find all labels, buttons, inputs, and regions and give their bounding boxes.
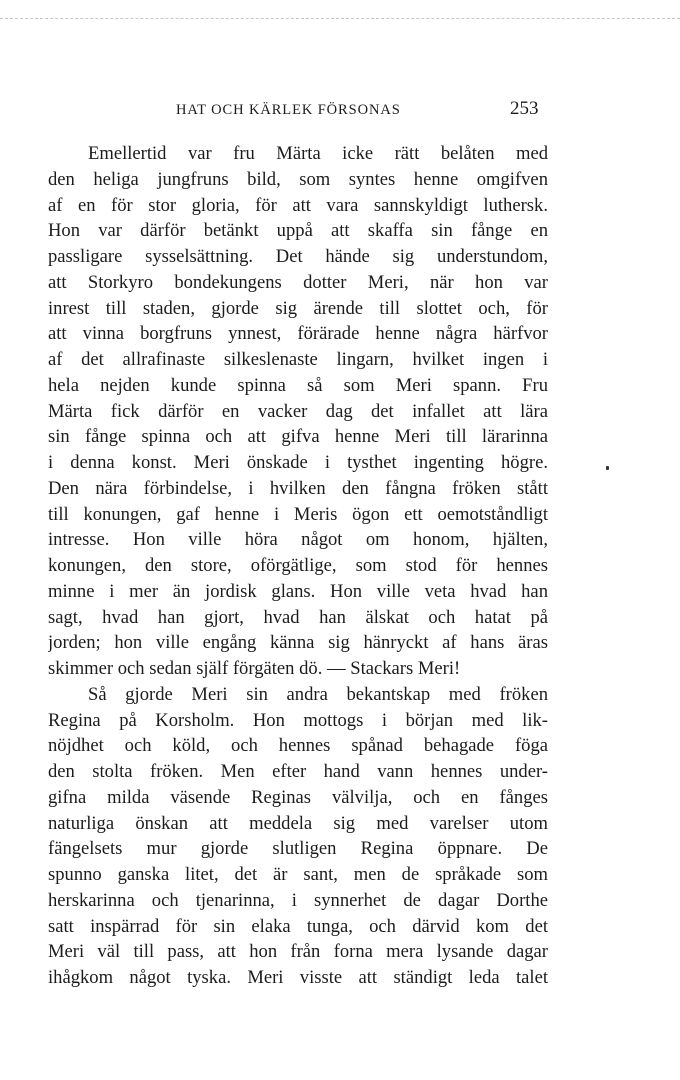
text-line: fängelsets mur gjorde slutligen Regina öppnare. De <box>48 838 548 860</box>
running-head <box>48 98 548 122</box>
ink-speck <box>606 466 609 470</box>
text-line: Märta fick därför en vacker dag det infallet att lära <box>48 400 548 422</box>
text-line: skimmer och sedan själf förgäten dö. — Stackars Meri! <box>48 658 461 679</box>
text-line: Emellertid var fru Märta icke rätt belåten med <box>88 143 548 164</box>
text-line: att vinna borgfruns ynnest, förärade henne några härfvor <box>48 323 548 345</box>
scan-edge-artifact <box>0 18 680 19</box>
text-line: sagt, hvad han gjort, hvad han älskat och hatat på <box>48 606 548 628</box>
text-line: den heliga jungfruns bild, som syntes henne omgifven <box>48 168 548 190</box>
text-line: passligare sysselsättning. Det hände sig understundom, <box>48 246 548 267</box>
text-line: inrest till staden, gjorde sig ärende till slottet och, för <box>48 297 548 319</box>
text-line: i denna konst. Meri önskade i tysthet ingenting högre. <box>48 452 548 473</box>
text-line: hela nejden kunde spinna så som Meri spann. Fru <box>48 374 548 396</box>
running-title: HAT OCH KÄRLEK FÖRSONAS <box>176 102 401 118</box>
text-line: gifna milda väsende Reginas välvilja, och en fånges <box>48 786 548 808</box>
text-line: intresse. Hon ville höra något om honom, hjälten, <box>48 529 548 551</box>
text-line: herskarinna och tjenarinna, i synnerhet de dagar Dorthe <box>48 889 548 911</box>
text-line: den stolta fröken. Men efter hand vann hennes under- <box>48 761 548 782</box>
text-line: spunno ganska litet, det är sant, men de språkade som <box>48 864 548 885</box>
text-line: sin fånge spinna och att gifva henne Meri till lärarinna <box>48 426 548 448</box>
text-line: satt inspärrad för sin elaka tunga, och därvid kom det <box>48 915 548 937</box>
text-line: Meri väl till pass, att hon från forna mera lysande dagar <box>48 941 548 963</box>
text-line: Så gjorde Meri sin andra bekantskap med fröken <box>88 683 548 705</box>
page-number: 253 <box>510 98 539 119</box>
text-line: nöjdhet och köld, och hennes spånad behagade föga <box>48 735 548 757</box>
text-line: Hon var därför betänkt uppå att skaffa sin fånge en <box>48 220 548 242</box>
text-line: Regina på Korsholm. Hon mottogs i början med lik- <box>48 709 548 731</box>
text-line: minne i mer än jordisk glans. Hon ville veta hvad han <box>48 580 548 602</box>
text-line: af en för stor gloria, för att vara sannskyldigt luthersk. <box>48 194 548 216</box>
text-line: Den nära förbindelse, i hvilken den fångna fröken stått <box>48 477 548 499</box>
text-line: af det allrafinaste silkeslenaste lingarn, hvilket ingen i <box>48 349 548 370</box>
text-line: ihågkom något tyska. Meri visste att ständigt leda talet <box>48 967 548 988</box>
text-line: naturliga önskan att meddela sig med varelser utom <box>48 812 548 834</box>
text-line: att Storkyro bondekungens dotter Meri, när hon var <box>48 271 548 293</box>
text-line: konungen, den store, oförgätlige, som stod för hennes <box>48 555 548 576</box>
text-line: till konungen, gaf henne i Meris ögon ett oemotståndligt <box>48 503 548 525</box>
body-text <box>48 141 548 991</box>
text-line: jorden; hon ville engång känna sig hänryckt af hans äras <box>48 632 548 654</box>
